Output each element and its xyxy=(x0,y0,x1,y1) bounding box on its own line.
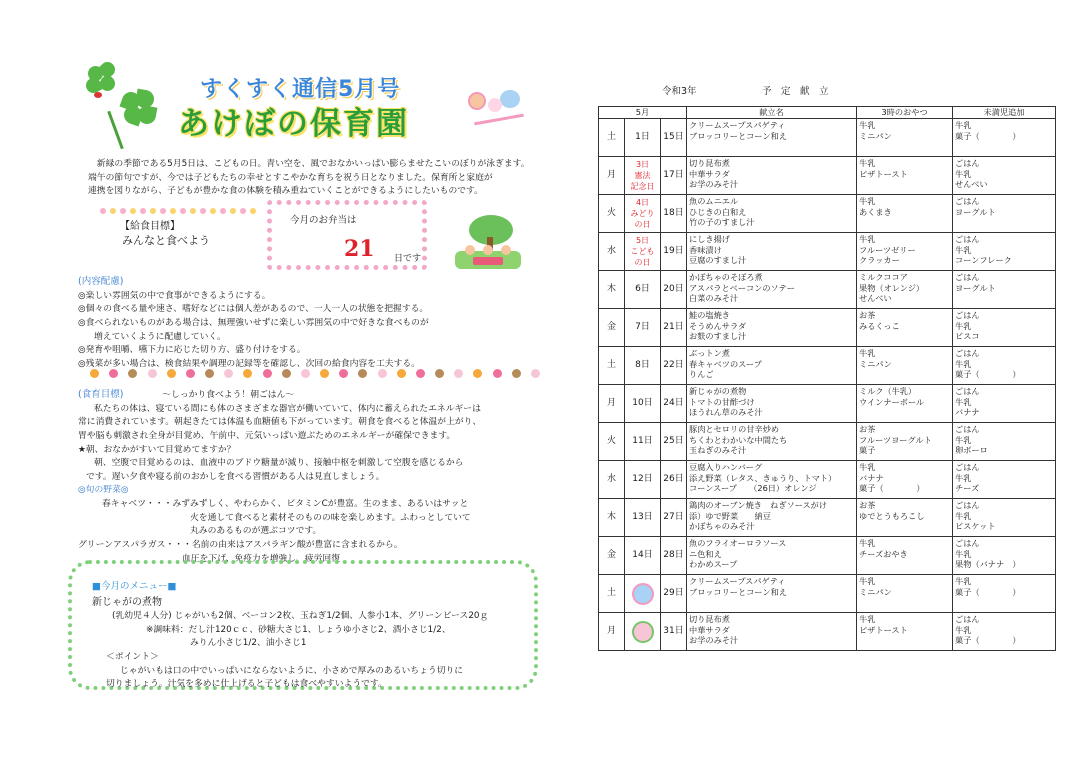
extra-line: せんべい xyxy=(955,179,988,189)
snack-cell xyxy=(857,309,953,347)
holiday-text: 5日 xyxy=(635,235,650,245)
menu-line: 魚のフライオーロラソース xyxy=(689,538,787,548)
menu-line: 添）ゆで野菜 納豆 xyxy=(689,510,771,521)
snack-line: 牛乳 xyxy=(859,538,876,548)
intro-line: 連携を図りながら、子どもが豊かな食の体験を積み重ねていくことができるようにしたいものです。 xyxy=(88,186,483,197)
menu-line: ぶっトン煮 xyxy=(689,348,730,358)
extra-cell xyxy=(953,613,1056,651)
menu-line: 香味漬け xyxy=(689,244,722,255)
extra-line: 果物（バナナ ） xyxy=(955,559,1021,569)
extra-line: ごはん xyxy=(955,462,980,472)
menu-cell xyxy=(687,613,857,651)
extra-line: 牛乳 xyxy=(955,168,972,179)
menu-cell xyxy=(687,195,857,233)
extra-line: ごはん xyxy=(955,424,980,434)
date-cell: 17日 xyxy=(661,157,687,195)
snack-line: 牛乳 xyxy=(859,234,876,244)
date-cell: 25日 xyxy=(661,423,687,461)
extra-line: 牛乳 xyxy=(955,548,972,559)
veg-line: 春キャベツ・・・みずみずしく、やわらかく、ビタミンCが豊富。生のまま、あるいはサッと xyxy=(102,499,469,510)
extra-cell xyxy=(953,461,1056,499)
veg-heading: ◎旬の野菜◎ xyxy=(78,485,129,496)
table-row xyxy=(599,613,1056,651)
extra-line: 牛乳 xyxy=(955,624,972,635)
menu-cell xyxy=(687,347,857,385)
date-cell: 22日 xyxy=(661,347,687,385)
snack-line: 菓子 xyxy=(859,445,876,455)
table-row xyxy=(599,537,1056,575)
extra-line: 牛乳 xyxy=(955,120,972,130)
date-cell: 14日 xyxy=(625,537,661,575)
menu-line: ひじきの白和え xyxy=(689,206,747,217)
food-goal-answer: 朝、空腹で目覚めるのは、血液中のブドウ糖量が減り、接触中枢を刺激して空腹を感じるから xyxy=(94,458,464,469)
menu-cell xyxy=(687,157,857,195)
date-cell: 29日 xyxy=(661,575,687,613)
extra-cell xyxy=(953,575,1056,613)
table-row xyxy=(599,119,1056,157)
snack-line: 牛乳 xyxy=(859,120,876,130)
extra-line: ごはん xyxy=(955,386,980,396)
extra-line: バナナ xyxy=(955,407,980,417)
month-menu-ingredients: (乳幼児４人分) じゃがいも2個、ベーコン2枚、玉ねぎ1/2個、人参小1本、グリーンピース20ｇ xyxy=(112,611,489,622)
extra-line: ごはん xyxy=(955,310,980,320)
extra-cell xyxy=(953,499,1056,537)
snack-cell xyxy=(857,271,953,309)
snack-line: みるくっこ xyxy=(859,320,900,331)
date-cell: 18日 xyxy=(661,195,687,233)
content-section xyxy=(78,275,548,371)
menu-line: アスパラとベーコンのソテー xyxy=(689,282,795,293)
header-extra: 未満児追加 xyxy=(953,107,1056,119)
holiday-text: 4日 xyxy=(635,197,650,207)
menu-cell xyxy=(687,499,857,537)
menu-line: 新じゃがの煮物 xyxy=(689,386,747,396)
holiday-text: 記念日 xyxy=(630,182,655,192)
menu-line: にしき揚げ xyxy=(689,234,730,244)
veg-line: グリーンアスパラガス・・・名前の由来はアスパラギン酸が豊富に含まれるから。 xyxy=(78,539,403,550)
menu-line: クリームスープスパゲティ xyxy=(689,576,786,586)
menu-line: かぼちゃのそぼろ煮 xyxy=(689,272,763,282)
extra-cell xyxy=(953,195,1056,233)
table-row xyxy=(599,157,1056,195)
extra-line: 牛乳 xyxy=(955,434,972,445)
extra-cell xyxy=(953,537,1056,575)
holiday-cell xyxy=(625,195,661,233)
weekday-cell: 月 xyxy=(599,385,625,423)
snack-cell xyxy=(857,119,953,157)
schedule-table xyxy=(598,106,1056,651)
veg-line: 血圧を下げ、免疫力を増強し、疲労回復 xyxy=(182,553,340,564)
date-cell: 6日 xyxy=(625,271,661,309)
month-menu-seasoning: ※調味料：だし汁120ｃｃ、砂糖大さじ1、しょうゆ小さじ2、酒小さじ1/2、 xyxy=(146,624,451,635)
schedule-title: 予 定 献 立 xyxy=(762,86,829,97)
veg-line: 丸みのあるものが選ぶコツです。 xyxy=(190,526,322,537)
snack-line: ウインナーボール xyxy=(859,396,925,407)
date-cell: 12日 xyxy=(625,461,661,499)
table-row xyxy=(599,233,1056,271)
intro-line: 端午の節句ですが、今では子どもたちの幸せとすこやかな育ちを祝う日となりました。保育所と家庭が xyxy=(88,172,493,183)
holiday-text: の日 xyxy=(634,220,651,230)
snack-line xyxy=(859,217,950,228)
menu-cell xyxy=(687,385,857,423)
month-menu-box xyxy=(68,560,538,690)
extra-cell xyxy=(953,309,1056,347)
header-month: 5月 xyxy=(599,107,687,119)
snack-line xyxy=(859,407,950,418)
holiday-text: こども xyxy=(630,246,655,256)
snack-line: ミニパン xyxy=(859,130,892,141)
extra-cell xyxy=(953,119,1056,157)
snack-line xyxy=(859,521,950,532)
date-cell: 15日 xyxy=(661,119,687,157)
fairy-icon xyxy=(632,583,654,605)
menu-line: ほうれん草のみそ汁 xyxy=(689,407,763,417)
extra-line: ごはん xyxy=(955,272,980,282)
picnic-illustration xyxy=(455,215,525,275)
snack-line: ゆでとうもろこし xyxy=(859,510,925,521)
extra-line: ヨーグルト xyxy=(955,282,996,293)
snack-line xyxy=(859,141,950,152)
snack-cell xyxy=(857,233,953,271)
newsletter-title: あけぼの保育園 xyxy=(178,106,409,142)
extra-line: 牛乳 xyxy=(955,320,972,331)
snack-line: ミルク（牛乳） xyxy=(859,386,917,396)
snack-line: 牛乳 xyxy=(859,576,876,586)
date-cell: 21日 xyxy=(661,309,687,347)
month-menu-seasoning: みりん小さじ1/2、油小さじ1 xyxy=(190,638,307,649)
table-row xyxy=(599,423,1056,461)
snack-line: ピザトースト xyxy=(859,168,908,179)
snack-line: 果物（オレンジ） xyxy=(859,282,925,293)
extra-line: 牛乳 xyxy=(955,358,972,369)
menu-cell xyxy=(687,233,857,271)
snack-line: フルーツゼリー xyxy=(859,244,916,255)
menu-cell xyxy=(687,537,857,575)
extra-line: ごはん xyxy=(955,158,980,168)
menu-line: お学のみそ汁 xyxy=(689,635,739,645)
weekday-cell: 金 xyxy=(599,537,625,575)
menu-line: 白菜のみそ汁 xyxy=(689,293,739,303)
menu-line: ニ色和え xyxy=(689,548,722,559)
date-cell: 31日 xyxy=(661,613,687,651)
menu-line: ちくわとわかいな中間たち xyxy=(689,434,788,445)
month-menu-point: 切りましょう。汁気を多めに仕上げると子どもは食べやすいようです。 xyxy=(106,679,387,690)
extra-line: ごはん xyxy=(955,348,980,358)
extra-line: ごはん xyxy=(955,500,980,510)
snack-cell xyxy=(857,423,953,461)
extra-line: ごはん xyxy=(955,614,980,624)
snack-line xyxy=(859,559,950,570)
menu-line: 竹の子のすまし汁 xyxy=(689,217,755,227)
table-row xyxy=(599,195,1056,233)
table-row xyxy=(599,347,1056,385)
clover-illustration xyxy=(80,62,170,152)
extra-line: ごはん xyxy=(955,538,980,548)
extra-line: 牛乳 xyxy=(955,576,972,586)
weekday-cell: 金 xyxy=(599,309,625,347)
intro-line: 新緑の季節である5月5日は、こどもの日。青い空を、風でおなかいっぱい膨らませたこいのぼりが泳ぎます。 xyxy=(96,159,530,169)
weekday-cell: 土 xyxy=(599,119,625,157)
holiday-text: 3日 xyxy=(635,159,650,169)
snack-line: 牛乳 xyxy=(859,614,876,624)
animal-decoration-row xyxy=(90,366,540,380)
holiday-text: みどり xyxy=(630,208,655,218)
extra-line: 菓子（ ） xyxy=(955,369,1021,379)
weekday-cell: 火 xyxy=(599,423,625,461)
goal-text: みんなと食べよう xyxy=(122,233,210,247)
extra-line: ヨーグルト xyxy=(955,206,996,217)
table-row xyxy=(599,499,1056,537)
weekday-cell: 月 xyxy=(599,157,625,195)
goal-dots-top xyxy=(100,208,265,216)
table-row xyxy=(599,575,1056,613)
date-cell: 13日 xyxy=(625,499,661,537)
snack-line xyxy=(859,179,950,190)
menu-line: コーンスープ （26日）オレンジ xyxy=(689,483,817,493)
veg-line: 火を通して食べると素材そのものの味を楽しめます。ふわっとしていて xyxy=(190,512,471,523)
newsletter-subtitle: すくすく通信5月号 xyxy=(200,77,401,102)
snack-line: クラッカー xyxy=(859,255,900,265)
date-cell: 11日 xyxy=(625,423,661,461)
table-row xyxy=(599,309,1056,347)
snack-line xyxy=(859,597,950,608)
holiday-text: 憲法 xyxy=(634,170,651,180)
weekday-cell: 土 xyxy=(599,347,625,385)
extra-line xyxy=(955,597,1053,608)
menu-line: かぼちゃのみそ汁 xyxy=(689,521,755,531)
extra-line: 菓子（ ） xyxy=(955,130,1021,141)
weekday-cell: 土 xyxy=(599,575,625,613)
extra-cell xyxy=(953,347,1056,385)
menu-line: 玉ねぎのみそ汁 xyxy=(689,445,747,455)
food-goal-heading: (食育目標) xyxy=(78,389,124,400)
food-goal-subtitle: ～しっかり食べよう！朝ごはん～ xyxy=(162,390,295,400)
snack-line: ミルクココア xyxy=(859,272,908,282)
menu-line: ブロッコリーとコーン和え xyxy=(689,586,787,597)
menu-line: トマトの甘酢づけ xyxy=(689,396,755,407)
snack-line: 牛乳 xyxy=(859,158,876,168)
flower-illustration xyxy=(625,613,661,651)
menu-line: わかめスープ xyxy=(689,559,738,569)
date-cell: 24日 xyxy=(661,385,687,423)
extra-cell xyxy=(953,157,1056,195)
menu-line: 春キャベツのスープ xyxy=(689,358,762,369)
holiday-text: の日 xyxy=(634,258,651,268)
date-cell: 20日 xyxy=(661,271,687,309)
snack-line: フルーツヨーグルト xyxy=(859,434,932,445)
snack-cell xyxy=(857,575,953,613)
content-heading: (内容配慮) xyxy=(78,276,124,287)
snack-line: 菓子（ ） xyxy=(859,483,925,493)
weekday-cell: 水 xyxy=(599,461,625,499)
extra-line: 牛乳 xyxy=(955,244,972,255)
date-cell: 26日 xyxy=(661,461,687,499)
snack-line: ミニパン xyxy=(859,358,892,369)
holiday-cell xyxy=(625,157,661,195)
content-line: ◎食べられないものがある場合は、無理強いせずに楽しい雰囲気の中で好きな食べものが xyxy=(78,317,429,328)
content-line: 増えていくように配慮していく。 xyxy=(94,331,226,342)
snack-line: 牛乳 xyxy=(859,196,876,206)
lunch-box xyxy=(267,200,427,270)
snack-cell xyxy=(857,347,953,385)
extra-line: 菓子（ ） xyxy=(955,635,1021,645)
date-cell: 28日 xyxy=(661,537,687,575)
date-cell: 27日 xyxy=(661,499,687,537)
menu-cell xyxy=(687,271,857,309)
holiday-cell xyxy=(625,233,661,271)
weekday-cell: 水 xyxy=(599,233,625,271)
snack-line: 牛乳 xyxy=(859,462,876,472)
menu-line: 豆腐入りハンバーグ xyxy=(689,462,763,472)
extra-line: ビスケット xyxy=(955,521,996,531)
menu-line: ブロッコリーとコーン和え xyxy=(689,130,787,141)
extra-line xyxy=(955,141,1053,152)
weekday-cell: 火 xyxy=(599,195,625,233)
snack-line: バナナ xyxy=(859,472,884,483)
extra-line xyxy=(955,217,1053,228)
snack-line: お茶 xyxy=(859,310,876,320)
menu-line: 豚肉とセロリの甘辛炒め xyxy=(689,424,780,434)
lunch-label: 今月のお弁当は xyxy=(290,215,357,226)
extra-cell xyxy=(953,423,1056,461)
menu-cell xyxy=(687,423,857,461)
content-line: ◎個々の食べる量や速さ、嗜好などには個人差があるので、一人一人の状態を把握する。 xyxy=(78,304,429,315)
header-snack: 3時のおやつ xyxy=(857,107,953,119)
goal-label: 【給食目標】 xyxy=(120,221,180,232)
snack-line: チーズおやき xyxy=(859,548,908,559)
menu-line: お麩のすまし汁 xyxy=(689,331,747,341)
food-goal-line: 常に消費されています。朝起きたては体温も血糖値も下がっています。朝食を食べると体温が上がり、 xyxy=(78,417,482,428)
lunch-unit: 日です xyxy=(394,254,422,264)
snack-line: お茶 xyxy=(859,500,876,510)
month-menu-dish: 新じゃがの煮物 xyxy=(92,596,162,608)
date-cell: 7日 xyxy=(625,309,661,347)
menu-line: 切り昆布煮 xyxy=(689,158,730,168)
extra-line: ごはん xyxy=(955,196,980,206)
extra-cell xyxy=(953,233,1056,271)
snack-cell xyxy=(857,385,953,423)
snack-line: あくまき xyxy=(859,206,892,217)
schedule-era: 令和3年 xyxy=(662,86,697,97)
lunch-count: 21 xyxy=(344,236,375,262)
menu-cell xyxy=(687,119,857,157)
extra-line: 菓子（ ） xyxy=(955,586,1021,597)
fairy-illustration xyxy=(462,84,532,134)
extra-line: 牛乳 xyxy=(955,472,972,483)
menu-line: 豆腐のすまし汁 xyxy=(689,255,747,265)
snack-line: ミニパン xyxy=(859,586,892,597)
snack-cell xyxy=(857,157,953,195)
snack-line xyxy=(859,331,950,342)
menu-line: クリームスープスパゲティ xyxy=(689,120,786,130)
food-goal-section xyxy=(78,388,548,566)
menu-cell xyxy=(687,575,857,613)
extra-line: コーンフレーク xyxy=(955,255,1012,265)
date-cell: 19日 xyxy=(661,233,687,271)
content-line: ◎残菜が多い場合は、検食結果や調理の記録等を確認し、次回の給食内容を工夫する。 xyxy=(78,358,420,369)
menu-line: 魚のムニエル xyxy=(689,196,739,206)
extra-line: 卵ボーロ xyxy=(955,445,988,455)
menu-line: 鮭の塩焼き xyxy=(689,310,730,320)
schedule-header-row xyxy=(599,107,1056,119)
intro-text xyxy=(88,158,548,199)
menu-line: 中華サラダ xyxy=(689,168,730,179)
menu-line: 切り昆布煮 xyxy=(689,614,730,624)
snack-line xyxy=(859,635,950,646)
snack-line: 牛乳 xyxy=(859,348,876,358)
date-cell: 8日 xyxy=(625,347,661,385)
date-cell: 10日 xyxy=(625,385,661,423)
header-menu: 献立名 xyxy=(687,107,857,119)
month-menu-point-label: ＜ポイント＞ xyxy=(106,652,159,663)
weekday-cell: 木 xyxy=(599,271,625,309)
content-line: ◎発育や咀嚼、嚥下力に応じた切り方、盛り付けをする。 xyxy=(78,345,306,356)
extra-line: 牛乳 xyxy=(955,510,972,521)
menu-line xyxy=(689,597,854,608)
menu-line: 中華サラダ xyxy=(689,624,730,635)
extra-cell xyxy=(953,271,1056,309)
menu-cell xyxy=(687,461,857,499)
snack-line xyxy=(859,369,950,380)
table-row xyxy=(599,271,1056,309)
extra-line xyxy=(955,293,1053,304)
menu-line: 添え野菜（レタス、きゅうり、トマト） xyxy=(689,472,837,483)
snack-line: せんべい xyxy=(859,293,892,303)
goal-box xyxy=(120,220,270,260)
content-line: ◎楽しい雰囲気の中で食事ができるようにする。 xyxy=(78,290,271,301)
menu-line: お学のみそ汁 xyxy=(689,179,739,189)
snack-cell xyxy=(857,537,953,575)
menu-line: 鶏肉のオーブン焼き ねぎソースがけ xyxy=(689,500,828,510)
extra-line: チーズ xyxy=(955,483,980,493)
snack-line: ピザトースト xyxy=(859,624,908,635)
weekday-cell: 木 xyxy=(599,499,625,537)
extra-cell xyxy=(953,385,1056,423)
fairy-illustration xyxy=(625,575,661,613)
snack-cell xyxy=(857,613,953,651)
snack-cell xyxy=(857,499,953,537)
date-cell: 1日 xyxy=(625,119,661,157)
weekday-cell: 月 xyxy=(599,613,625,651)
table-row xyxy=(599,461,1056,499)
food-goal-question: ★朝、おなかがすいて目覚めてますか？ xyxy=(78,444,236,455)
snack-cell xyxy=(857,461,953,499)
extra-line: ごはん xyxy=(955,234,980,244)
month-menu-point: じゃがいもは口の中でいっぱいにならないように、小さめで厚みのあるいちょう切りに xyxy=(120,665,464,676)
extra-line: 牛乳 xyxy=(955,396,972,407)
flower-icon xyxy=(632,621,654,643)
food-goal-line: 胃や脳も刺激され全身が目覚め、午前中、元気いっぱい遊ぶためのエネルギーが確保できます。 xyxy=(78,430,456,441)
snack-line: お茶 xyxy=(859,424,876,434)
table-row xyxy=(599,385,1056,423)
menu-cell xyxy=(687,309,857,347)
month-menu-title: ■今月のメニュー■ xyxy=(92,581,177,592)
menu-line: そうめんサラダ xyxy=(689,320,747,331)
menu-line xyxy=(689,141,854,152)
menu-line: りんご xyxy=(689,369,714,379)
food-goal-answer: です。遅い夕食や寝る前のおかしを食べる習慣がある人は見直しましょう。 xyxy=(86,471,385,482)
food-goal-line: 私たちの体は、寝ている間にも体のさまざまな器官が働いていて、体内に蓄えられたエネルギーは xyxy=(94,403,481,414)
snack-cell xyxy=(857,195,953,233)
extra-line: ビスコ xyxy=(955,331,980,341)
